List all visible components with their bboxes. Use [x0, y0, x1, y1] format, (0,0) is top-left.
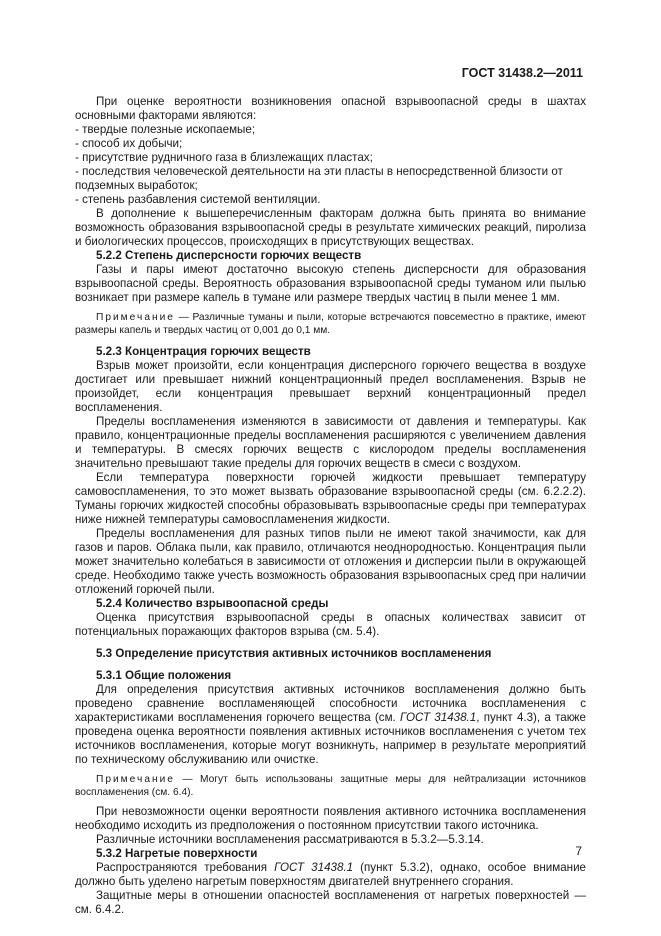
- text-run: (пункт 5.3.2), однако, особое внимание должно быть уделено нагретым поверхностям двигателей внутреннего сгорания.: [75, 861, 586, 888]
- list-item: - твердые полезные ископаемые;: [75, 123, 256, 136]
- text-run: Распространяются требования: [96, 861, 275, 874]
- note-text: — Могут быть использованы защитные меры для нейтрализации источников воспламенения (см. 6.4).: [75, 774, 586, 798]
- list-item: - степень разбавления системой вентиляции.: [75, 193, 321, 206]
- note-label: Примечание: [96, 774, 175, 785]
- standard-reference: ГОСТ 31438.1: [400, 711, 477, 724]
- page-number: 7: [575, 844, 582, 858]
- paragraph-5-2-3-b: Пределы воспламенения изменяются в зависимости от давления и температуры. Как правило, концентрационные пределы воспламенения расширяются с увеличением давления и температуры. В смесях горючих веществ с кислородом пределы воспламенения значительно превышают такие пределы для горючих веществ в смеси с воздухом.: [75, 415, 586, 470]
- text-run: Для определения присутствия активных источников воспламенения должно быть проведено сравнение воспламеняющей способности источника воспламенения с характеристиками воспламенения горючего вещества (см.: [75, 683, 586, 724]
- section-heading-5-2-2: 5.2.2 Степень дисперсности горючих веществ: [96, 249, 362, 262]
- section-heading-5-2-3: 5.2.3 Концентрация горючих веществ: [96, 345, 311, 358]
- paragraph-5-2-4: Оценка присутствия взрывоопасной среды в опасных количествах зависит от потенциальных поражающих факторов взрыва (см. 5.4).: [75, 611, 586, 638]
- paragraph-5-2-3-a: Взрыв может произойти, если концентрация дисперсного горючего вещества в воздухе достигает или превышает нижний концентрационный предел воспламенения. Взрыв не произойдет, если концентрация превышает верхний концентрационный предел воспламенения.: [75, 359, 586, 414]
- note-1: [75, 311, 586, 337]
- text-run: , пункт 4.3), а также проведена оценка вероятности появления активных источников воспламенения с учетом тех источников воспламенения, которые могут возникнуть, например в результате мероприятий по техническому обслуживанию или очистке.: [75, 711, 587, 766]
- paragraph-5-3-1-d: Различные источники воспламенения рассматриваются в 5.3.2—5.3.14.: [96, 833, 484, 846]
- note-text: — Различные туманы и пыли, которые встречаются повсеместно в практике, имеют размеры капель и твердых частиц от 0,001 до 0,1 мм.: [75, 312, 586, 336]
- standard-reference: ГОСТ 31438.1: [274, 861, 354, 874]
- paragraph-5-2-3-c: Если температура поверхности горючей жидкости превышает температуру самовоспламенения, то это может вызвать образование взрывоопасной среды (см. 6.2.2.2). Туманы горючих жидкостей способны образовывать взрывоопасные среды при температурах ниже нижней температуры самовоспламенения жидкости.: [75, 471, 586, 526]
- section-heading-5-3-2: 5.3.2 Нагретые поверхности: [96, 847, 258, 860]
- note-2: [75, 773, 586, 799]
- paragraph-5-2-3-d: Пределы воспламенения для разных типов пыли не имеют такой значимости, как для газов и паров. Облака пыли, как правило, отличаются неоднородностью. Концентрация пыли может значительно колебаться в зависимости от отложения и дисперсии пыли в окружающей среде. Необходимо также учесть возможность образования взрывоопасных сред при наличии отложений горючей пыли.: [75, 527, 586, 596]
- list-item: - присутствие рудничного газа в близлежащих пластах;: [75, 151, 373, 164]
- document-code: ГОСТ 31438.2—2011: [461, 66, 583, 80]
- section-heading-5-3-1: 5.3.1 Общие положения: [96, 669, 232, 682]
- section-heading-5-3: 5.3 Определение присутствия активных источников воспламенения: [96, 647, 492, 660]
- list-item: - способ их добычи;: [75, 137, 183, 150]
- paragraph-5-3-2-a: [75, 861, 586, 889]
- paragraph-5-2-2: Газы и пары имеют достаточно высокую степень дисперсности для образования взрывоопасной среды. Вероятность образования взрывоопасной среды туманом или пылью возникает при размере капель в тумане или размере твердых частиц в пыли менее 1 мм.: [75, 263, 586, 304]
- list-item: - последствия человеческой деятельности на эти пласты в непосредственной близости от подземных выработок;: [75, 165, 563, 192]
- paragraph-5-3-1-a: [75, 683, 586, 767]
- note-label: Примечание: [96, 312, 175, 323]
- paragraph-5-3-2-c: Защитные меры в отношении опасностей воспламенения от нагретых поверхностей — см. 6.4.2.: [75, 889, 586, 916]
- paragraph-5-3-1-c: При невозможности оценки вероятности появления активного источника воспламенения необходимо исходить из предположения о постоянном присутствии такого источника.: [75, 805, 586, 832]
- additional-factors-paragraph: В дополнение к вышеперечисленным факторам должна быть принята во внимание возможность образования взрывоопасной среды в результате химических реакций, пиролиза и биологических процессов, происходящих в присутствующих веществах.: [75, 207, 586, 248]
- document-body: [75, 95, 586, 917]
- intro-paragraph: При оценке вероятности возникновения опасной взрывоопасной среды в шахтах основными факторами являются:: [75, 95, 586, 122]
- section-heading-5-2-4: 5.2.4 Количество взрывоопасной среды: [96, 597, 329, 610]
